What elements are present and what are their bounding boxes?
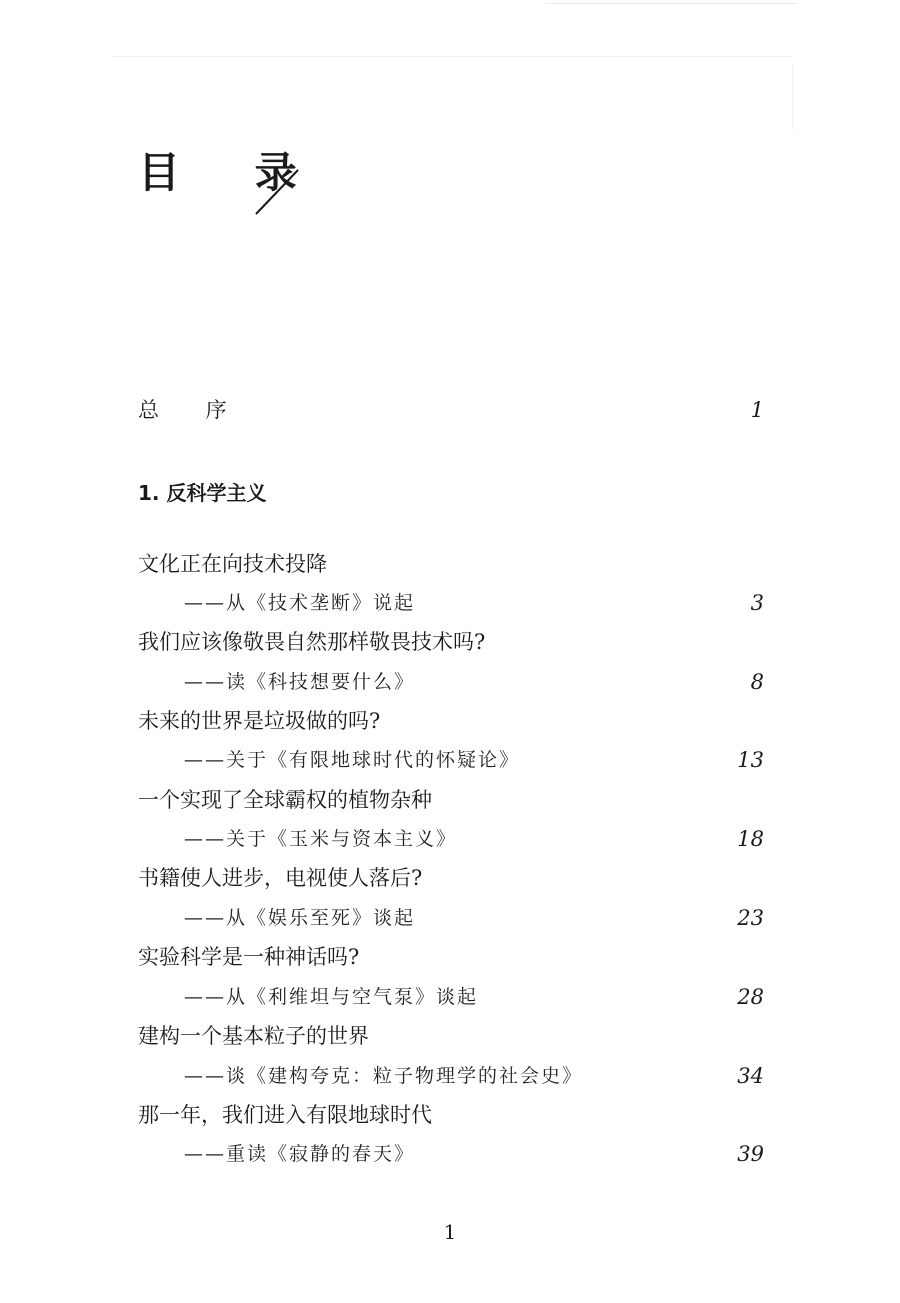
entry-title-row[interactable] <box>138 937 766 977</box>
preface-page: 1 <box>750 398 764 422</box>
entry-title: 实验科学是一种神话吗? <box>138 945 360 969</box>
entry-title-row[interactable] <box>138 544 766 584</box>
entry-title: 那一年，我们进入有限地球时代 <box>138 1103 432 1127</box>
entry-page: 3 <box>750 591 764 615</box>
entry-subtitle-row[interactable] <box>138 1134 766 1174</box>
entry-page: 18 <box>737 827 764 851</box>
entry-subtitle: ——从《技术垄断》说起 <box>184 592 416 614</box>
page-number: 1 <box>443 1220 457 1244</box>
entry-subtitle: ——关于《玉米与资本主义》 <box>184 828 458 850</box>
entry-subtitle: ——重读《寂静的春天》 <box>184 1143 416 1165</box>
entry-subtitle-row[interactable] <box>138 583 766 623</box>
entry-title-row[interactable] <box>138 701 766 741</box>
entry-page: 34 <box>737 1064 764 1088</box>
entry-page: 28 <box>737 985 764 1009</box>
entry-subtitle: ——从《娱乐至死》谈起 <box>184 907 416 929</box>
entry-title: 我们应该像敬畏自然那样敬畏技术吗? <box>138 630 486 654</box>
entry-title: 一个实现了全球霸权的植物杂种 <box>138 788 432 812</box>
entry-title: 建构一个基本粒子的世界 <box>138 1024 369 1048</box>
entry-subtitle: ——从《利维坦与空气泵》谈起 <box>184 986 479 1008</box>
entry-subtitle-row[interactable] <box>138 898 766 938</box>
entry-title-row[interactable] <box>138 1016 766 1056</box>
entry-subtitle: ——关于《有限地球时代的怀疑论》 <box>184 749 521 771</box>
slash-ornament <box>252 166 302 218</box>
entry-subtitle: ——谈《建构夸克：粒子物理学的社会史》 <box>184 1065 584 1087</box>
entry-title: 未来的世界是垃圾做的吗? <box>138 709 381 733</box>
header-rule <box>112 56 792 57</box>
section-heading <box>138 473 766 513</box>
entry-title: 书籍使人进步，电视使人落后? <box>138 866 423 890</box>
entry-subtitle-row[interactable] <box>138 1056 766 1096</box>
page-title: 目 录 <box>138 148 327 197</box>
entry-page: 13 <box>737 748 764 772</box>
entry-title: 文化正在向技术投降 <box>138 552 327 576</box>
section-title: 1. 反科学主义 <box>138 481 267 505</box>
entry-title-row[interactable] <box>138 622 766 662</box>
entry-subtitle-row[interactable] <box>138 819 766 859</box>
entry-subtitle-row[interactable] <box>138 662 766 702</box>
margin-rule <box>792 64 793 130</box>
preface-title: 总 序 <box>138 398 247 422</box>
entry-page: 23 <box>737 906 764 930</box>
entry-page: 39 <box>737 1142 764 1166</box>
entry-subtitle-row[interactable] <box>138 740 766 780</box>
preface-entry[interactable] <box>138 390 766 430</box>
entry-page: 8 <box>750 670 764 694</box>
top-rule <box>545 3 798 4</box>
entry-title-row[interactable] <box>138 780 766 820</box>
entry-subtitle-row[interactable] <box>138 977 766 1017</box>
entry-title-row[interactable] <box>138 858 766 898</box>
entry-title-row[interactable] <box>138 1095 766 1135</box>
entry-subtitle: ——读《科技想要什么》 <box>184 671 416 693</box>
